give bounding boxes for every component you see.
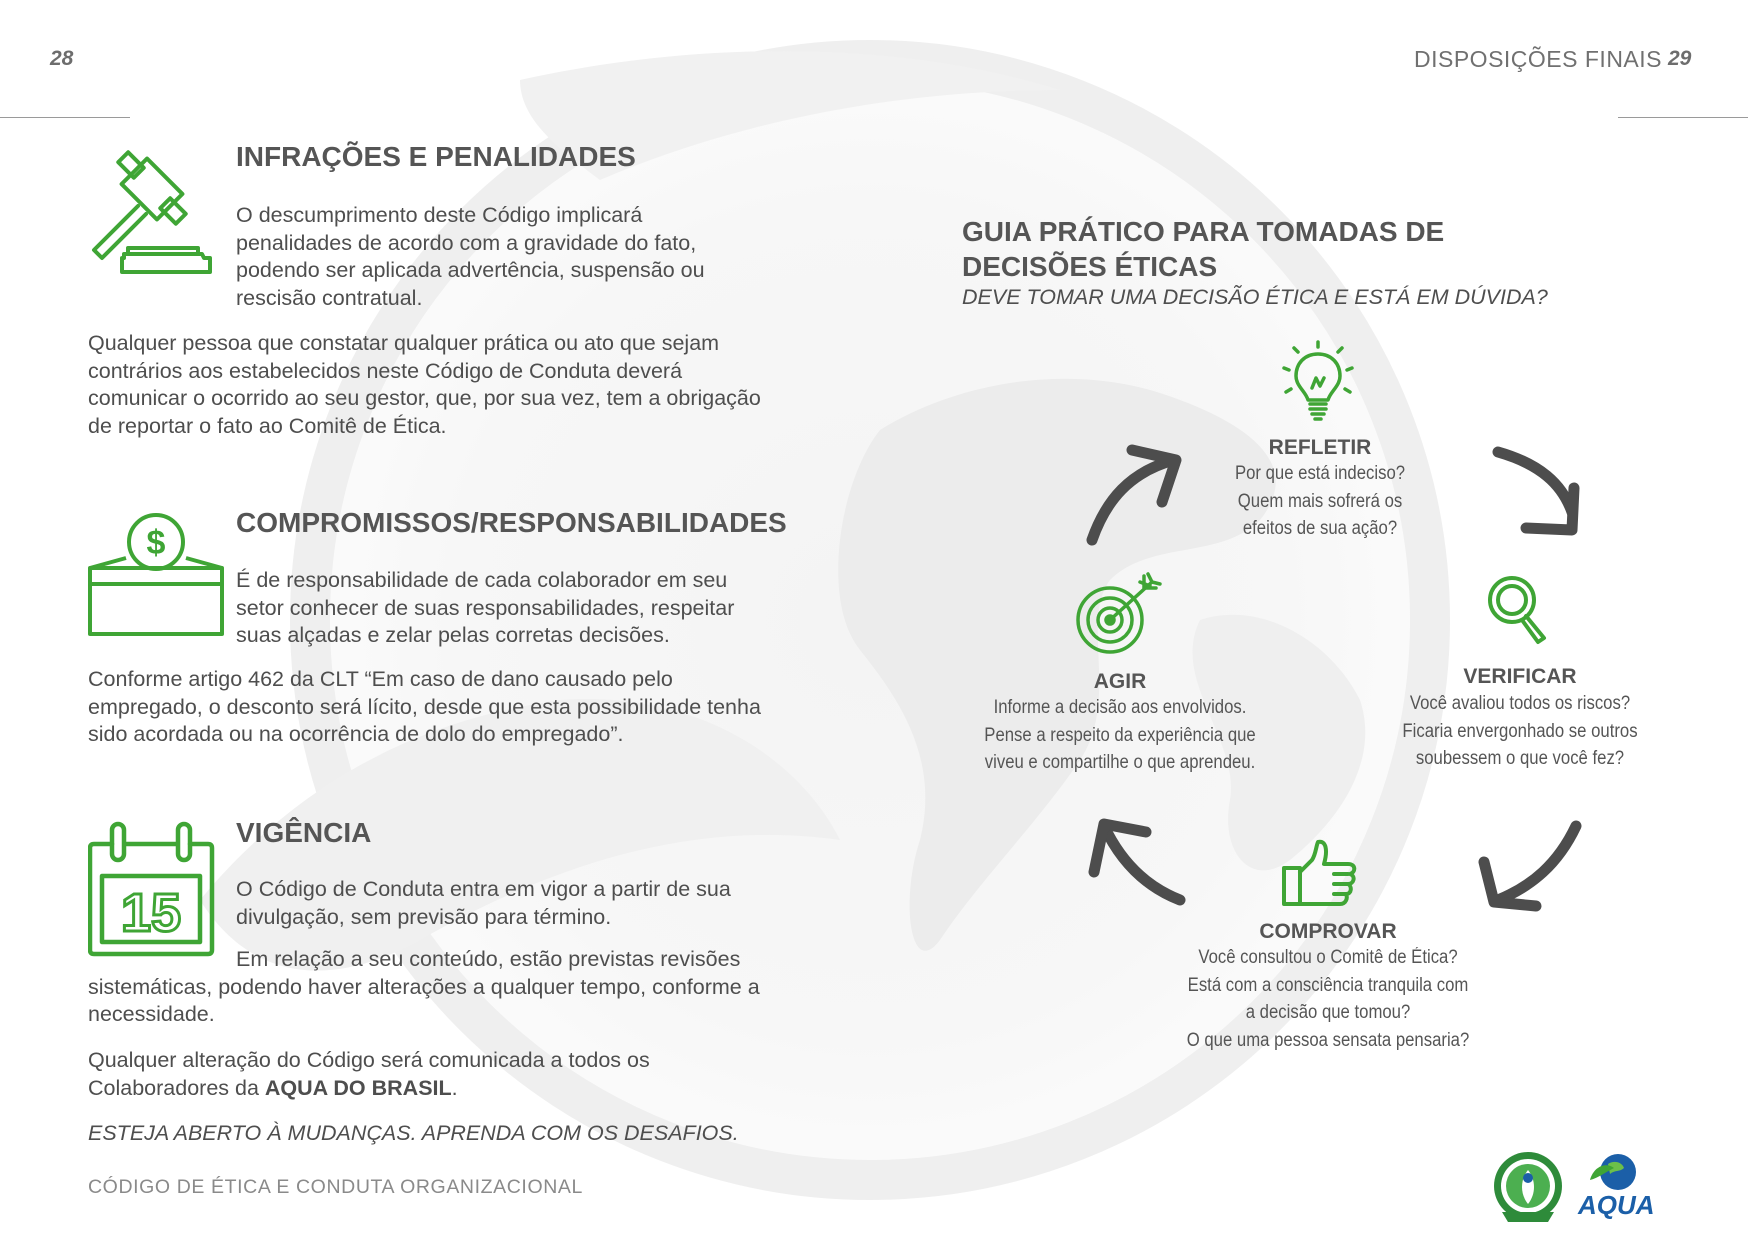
motto: ESTEJA ABERTO À MUDANÇAS. APRENDA COM OS DESAFIOS. (88, 1121, 739, 1145)
lightbulb-icon (1282, 340, 1354, 424)
gavel-icon (86, 146, 226, 280)
step-refletir-line: Quem mais sofrerá os (1237, 490, 1403, 512)
dollar-symbol: $ (146, 524, 166, 562)
infracoes-title: INFRAÇÕES E PENALIDADES (236, 141, 636, 172)
step-agir-title: AGIR (1093, 670, 1147, 693)
calendar-icon (88, 820, 216, 958)
step-refletir-line: Por que está indeciso? (1234, 463, 1406, 484)
arrow-refletir-verificar (1498, 452, 1572, 512)
compromissos-paragraph-1: É de responsabilidade de cada colaborador em seu setor conhecer de suas responsabilidades, respeitar suas alçadas e zelar pelas corretas decisões. (236, 568, 735, 647)
page-number-right: 29 (1668, 47, 1692, 70)
step-verificar-line: soubessem o que você fez? (1415, 748, 1625, 769)
header-rule-left (0, 117, 130, 118)
thumbs-up-icon (1282, 838, 1358, 908)
step-agir-line: Pense a respeito da experiência que (984, 724, 1256, 746)
arrow-comprovar-agir (1104, 826, 1180, 900)
guia-title-line-2: DECISÕES ÉTICAS (962, 251, 1218, 282)
guia-title (962, 214, 1444, 284)
step-comprovar-line: O que uma pessoa sensata pensaria? (1186, 1029, 1470, 1051)
step-verificar-line: Ficaria envergonhado se outros (1402, 720, 1638, 742)
target-icon (1076, 572, 1164, 656)
guia-subtitle: DEVE TOMAR UMA DECISÃO ÉTICA E ESTÁ EM DÚVIDA? (962, 285, 1548, 309)
step-verificar-text (1353, 690, 1687, 773)
step-verificar-title: VERIFICAR (1463, 665, 1577, 688)
compromissos-paragraph-2: Conforme artigo 462 da CLT “Em caso de dano causado pelo empregado, o desconto será lícito, desde que esta possibilidade tenha sido acordada ou na ocorrência de dolo do empregado”. (88, 667, 761, 746)
step-refletir-line: efeitos de sua ação? (1242, 518, 1398, 539)
infracoes-paragraph-1: O descumprimento deste Código implicará penalidades de acordo com a gravidade do fato, podendo ser aplicada advertência, suspensão ou rescisão contratual. (236, 203, 705, 310)
guia-title-line-1: GUIA PRÁTICO PARA TOMADAS DE (962, 216, 1445, 247)
vigencia-paragraph-2: Em relação a seu conteúdo, estão previstas revisões sistemáticas, podendo haver alterações a qualquer tempo, conforme a necessidade. (88, 947, 760, 1026)
step-refletir-title: REFLETIR (1268, 436, 1372, 459)
vigencia-paragraph-3 (88, 1047, 778, 1102)
vigencia-title: VIGÊNCIA (236, 817, 372, 848)
step-agir-line: viveu e compartilhe o que aprendeu. (984, 752, 1256, 773)
step-comprovar-text (1134, 944, 1521, 1054)
company-name: AQUA DO BRASIL (264, 1075, 452, 1100)
step-comprovar-line: Você consultou o Comitê de Ética? (1198, 947, 1458, 968)
vigencia-paragraph-1: O Código de Conduta entra em vigor a partir de sua divulgação, sem previsão para término. (236, 877, 731, 929)
aqua-logo-text: AQUA (1578, 1190, 1655, 1220)
step-agir-line: Informe a decisão aos envolvidos. (993, 697, 1247, 718)
step-refletir-text (1162, 460, 1479, 543)
compromissos-title: COMPROMISSOS/RESPONSABILIDADES (236, 507, 787, 538)
header-rule-right (1618, 117, 1748, 118)
section-header: DISPOSIÇÕES FINAIS (1414, 46, 1662, 72)
infracoes-paragraph-2: Qualquer pessoa que constatar qualquer prática ou ato que sejam contrários aos estabelecidos neste Código de Conduta deverá comunicar o ocorrido ao seu gestor, que, por sua vez, tem a obrigação de reportar o fato ao Comitê de Ética. (88, 331, 761, 438)
vigencia-p3-suffix: . (451, 1075, 458, 1100)
page-number-left: 28 (50, 47, 74, 70)
arrow-verificar-comprovar (1498, 826, 1576, 900)
step-comprovar-line: a decisão que tomou? (1245, 1002, 1411, 1023)
step-comprovar-line: Está com a consciência tranquila com (1187, 974, 1469, 996)
vigencia-p3-prefix: Qualquer alteração do Código será comunicada a todos os Colaboradores da (88, 1048, 650, 1100)
step-comprovar-title: COMPROVAR (1259, 920, 1397, 943)
calendar-day: 15 (120, 883, 182, 943)
step-agir-text (953, 694, 1287, 777)
footer-text: CÓDIGO DE ÉTICA E CONDUTA ORGANIZACIONAL (88, 1176, 583, 1198)
magnifier-icon (1486, 574, 1550, 646)
seal-logo (1490, 1150, 1566, 1226)
step-verificar-line: Você avaliou todos os riscos? (1409, 693, 1631, 714)
money-box-icon (88, 510, 228, 638)
